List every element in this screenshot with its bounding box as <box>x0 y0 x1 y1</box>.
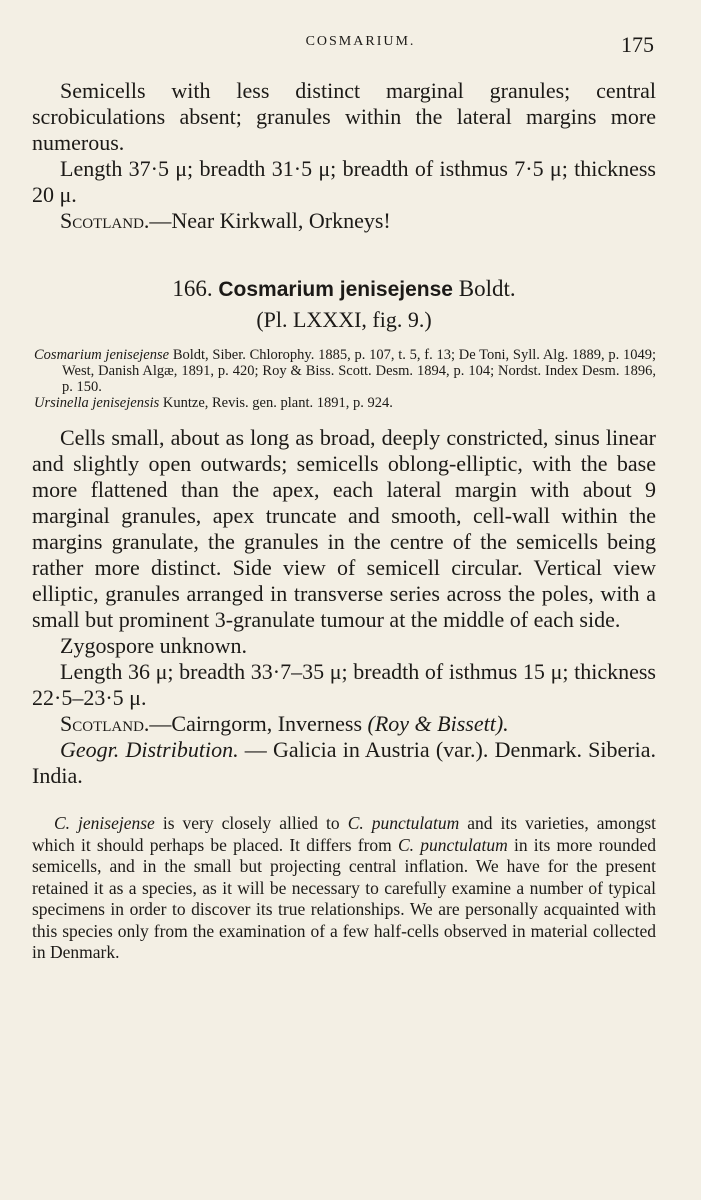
page-header <box>0 32 701 62</box>
comment-species-ref: C. jenisejense <box>54 813 155 833</box>
synonym-name: Ursinella jenisejensis <box>34 395 160 411</box>
locality-text: —Near Kirkwall, Orkneys! <box>149 208 391 233</box>
distribution-text: — Galicia in Austria (var.). Denmark. Siberia. India. <box>32 737 656 788</box>
species-measurements: Length 36 μ; breadth 33·7–35 μ; breadth of isthmus 15 μ; thickness 22·5–23·5 μ. <box>32 659 656 710</box>
locality-authority: (Roy & Bissett). <box>367 711 509 736</box>
comment-species-ref: C. punctulatum <box>398 834 508 855</box>
comment-text: in its more rounded semicells, and in the small but projecting central inflation. We have for the present retained it as a species, as it will be necessary to carefully examine a number of typical specimens in order to discover its true relationships. We are personally acquainted with this species only from the examination of a few half-cells observed in material collected in Denmark. <box>32 834 656 962</box>
species-number: 166. <box>172 276 213 301</box>
species-authority: Boldt. <box>458 276 516 301</box>
synonym-references: Kuntze, Revis. gen. plant. 1891, p. 924. <box>162 395 393 411</box>
species-description: Cells small, about as long as broad, deeply constricted, sinus linear and slightly open outwards; semicells oblong-elliptic, with the base more flattened than the apex, each lateral margin with about 9 marginal granules, apex truncate and smooth, cell-wall within the margins granulate, the granules in the centre of the semicells being rather more distinct. Side view of semicell circular. Vertical view elliptic, granules arranged in transverse series across the poles, with a small but prominent 3-granulate tumour at the middle of each side. <box>32 425 656 632</box>
species-heading <box>32 274 656 305</box>
synonym-name: Cosmarium jenisejense <box>34 347 170 363</box>
synonymy-1 <box>32 347 656 395</box>
previous-entry-measurements: Length 37·5 μ; breadth 31·5 μ; breadth of isthmus 7·5 μ; thickness 20 μ. <box>32 156 656 207</box>
synonymy-2 <box>32 395 656 411</box>
comment-species-ref: C. punctulatum <box>347 813 460 833</box>
species-locality <box>32 711 656 737</box>
previous-entry-description: Semicells with less distinct marginal granules; central scrobiculations absent; granules within the lateral margins more numerous. <box>32 78 656 155</box>
comment-text: and its varieties, amongst which it should perhaps be placed. It differs from <box>32 813 657 855</box>
comment-text: is very closely allied to <box>162 813 340 833</box>
locality-text: —Cairngorm, Inverness <box>149 711 363 736</box>
page-number: 175 <box>621 32 654 57</box>
geographic-distribution <box>32 737 656 789</box>
previous-entry-locality <box>32 208 656 234</box>
synonym-references: Boldt, Siber. Chlorophy. 1885, p. 107, t. 5, f. 13; De Toni, Syll. Alg. 1889, p. 1049; West, Danish Algæ, 1891, p. 420; Roy & Biss. Scott. Desm. 1894, p. 104; Nordst. Index Desm. 1896, p. 150. <box>62 347 656 395</box>
locality-label: Scotland. <box>60 208 150 233</box>
running-head: COSMARIUM. <box>305 34 416 49</box>
page-body <box>32 78 656 964</box>
species-name: Cosmarium jenisejense <box>218 278 453 301</box>
species-comment <box>32 813 656 964</box>
distribution-label: Geogr. Distribution. <box>60 737 239 762</box>
zygospore-note: Zygospore unknown. <box>60 633 247 658</box>
plate-reference: (Pl. LXXXI, fig. 9.) <box>256 307 432 332</box>
locality-label: Scotland. <box>60 711 150 736</box>
